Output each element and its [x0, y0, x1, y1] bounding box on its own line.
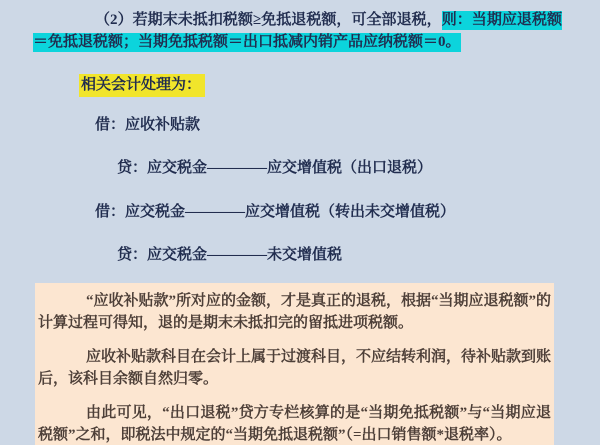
intro-paragraph — [33, 9, 562, 53]
intro-highlighted-formula: 则：当期应退税额＝免抵退税额；当期免抵税额＝出口抵减内销产品应纳税额＝0。 — [33, 12, 562, 50]
note-block — [35, 283, 554, 445]
journal-entry-debit-2: 借：应交税金————应交增值税（转出未交增值税） — [95, 204, 456, 220]
journal-entry-credit-2: 贷：应交税金————未交增值税 — [117, 247, 343, 263]
intro-plain-text: （2）若期末未抵扣税额≥免抵退税额，可全部退税， — [95, 12, 442, 28]
note-paragraph-3: 由此可见，“出口退税”贷方专栏核算的是“当期免抵税额”与“当期应退税额”之和，即税法中规定的“当期免抵退税额”（=出口销售额*退税率）。 — [38, 405, 551, 443]
section-heading: 相关会计处理为： — [79, 74, 205, 97]
note-paragraph-1: “应收补贴款”所对应的金额，才是真正的退税，根据“当期应退税额”的计算过程可得知，退的是期末未抵扣完的留抵进项税额。 — [38, 293, 552, 331]
journal-entry-debit-1: 借：应收补贴款 — [95, 117, 201, 133]
section-heading-row — [79, 73, 205, 94]
note-paragraph-2: 应收补贴款科目在会计上属于过渡科目，不应结转利润，待补贴款到账后，该科目余额自然归零。 — [38, 349, 552, 387]
journal-entry-credit-1: 贷：应交税金————应交增值税（出口退税） — [117, 160, 433, 176]
